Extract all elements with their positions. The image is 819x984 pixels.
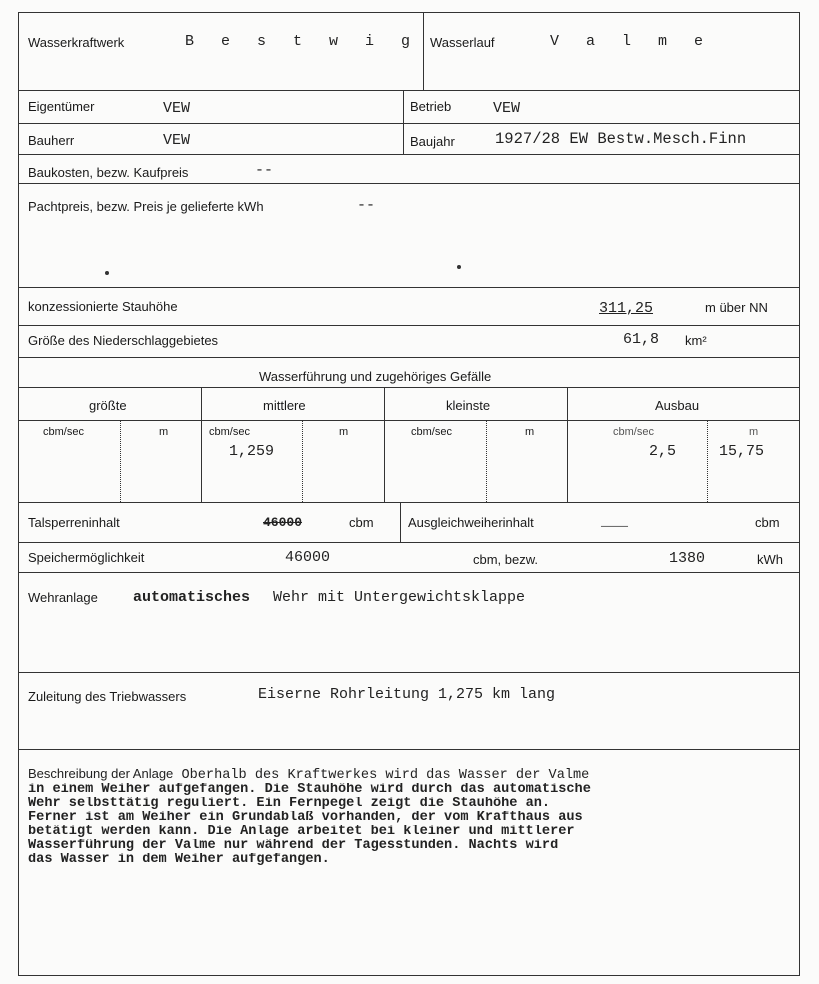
sub-m: m [159,426,169,438]
baujahr-label: Baujahr [410,134,455,149]
rule [400,502,401,542]
rule [19,123,799,124]
niederschlag-value: 61,8 [623,331,660,348]
sub-m: m [339,426,349,438]
beschreibung-line: Wehr selbsttätig reguliert. Ein Fernpegel zeigt die Stauhöhe an. [28,797,551,811]
rule [19,357,799,358]
group-groesste: größte [89,398,127,413]
data-sheet [18,12,800,976]
sub-m: m [749,426,759,438]
niederschlag-unit: km² [685,333,707,348]
speichermoeglichkeit-unit: cbm, bezw. [473,552,539,567]
rule [19,502,799,503]
sub-cbm: cbm/sec [209,426,250,438]
ausgleich-unit: cbm [755,515,780,530]
speichermoeglichkeit-value: 46000 [285,549,331,566]
zuleitung-label: Zuleitung des Triebwassers [28,689,187,704]
beschreibung-line: das Wasser in dem Weiher aufgefangen. [28,853,330,867]
rule [19,325,799,326]
rule [19,287,799,288]
ausgleich-label: Ausgleichweiherinhalt [408,515,534,530]
group-kleinste: kleinste [446,398,491,413]
rule [19,542,799,543]
wehranlage-label: Wehranlage [28,590,98,605]
rule [19,90,799,91]
beschreibung-line: betätigt werden kann. Die Anlage arbeitet bei kleiner und mittlerer [28,825,575,839]
rule [19,672,799,673]
kwh-unit: kWh [757,552,783,567]
kwh-value: 1380 [669,550,706,567]
sub-cbm: cbm/sec [411,426,452,438]
bauherr-label: Bauherr [28,133,75,148]
speck [457,265,461,269]
stauhoehe-unit: m über NN [705,300,768,315]
eigentuemer-label: Eigentümer [28,99,95,114]
rule [423,13,424,90]
ausbau-m-value: 15,75 [719,443,765,460]
beschreibung-block [28,767,798,867]
rule [707,420,708,502]
niederschlag-label: Größe des Niederschlaggebietes [28,333,219,348]
group-mittlere: mittlere [263,398,306,413]
beschreibung-line: Oberhalb des Kraftwerkes wird das Wasser der Valme [181,768,590,783]
kraftwerk-label: Wasserkraftwerk [28,35,125,50]
rule [486,420,487,502]
pachtpreis-label: Pachtpreis, bezw. Preis je gelieferte kWh [28,199,264,214]
ausbau-cbm-value: 2,5 [649,443,677,460]
zuleitung-value: Eiserne Rohrleitung 1,275 km lang [258,686,556,703]
sub-m: m [525,426,535,438]
baukosten-label: Baukosten, bezw. Kaufpreis [28,165,189,180]
wehranlage-value-bold: automatisches [133,589,251,606]
baujahr-value: 1927/28 EW Bestw.Mesch.Finn [495,130,747,148]
rule [19,420,799,421]
mittlere-cbm-value: 1,259 [229,443,275,460]
wehranlage-value: Wehr mit Untergewichtsklappe [273,589,526,606]
sub-cbm: cbm/sec [43,426,84,438]
beschreibung-line: Ferner ist am Weiher ein Grundablaß vorhanden, der vom Krafthaus aus [28,811,583,825]
kraftwerk-value: B e s t w i g [185,33,420,50]
rule [19,387,799,388]
rule [120,420,121,502]
eigentuemer-value: VEW [163,100,191,117]
talsperre-value: 46000 [263,515,303,530]
beschreibung-line: in einem Weiher aufgefangen. Die Stauhöhe wird durch das automatische [28,783,591,797]
wasserlauf-label: Wasserlauf [430,35,495,50]
rule [384,387,385,502]
rule [19,572,799,573]
rule [302,420,303,502]
talsperre-label: Talsperreninhalt [28,515,120,530]
wasserfuehrung-title: Wasserführung und zugehöriges Gefälle [259,369,492,384]
rule [19,183,799,184]
talsperre-unit: cbm [349,515,374,530]
speichermoeglichkeit-label: Speichermöglichkeit [28,550,145,565]
rule [19,749,799,750]
stauhoehe-label: konzessionierte Stauhöhe [28,299,178,314]
beschreibung-label: Beschreibung der Anlage [28,767,174,781]
betrieb-label: Betrieb [410,99,452,114]
group-ausbau: Ausbau [655,398,700,413]
beschreibung-line: Wasserführung der Valme nur während der Tagesstunden. Nachts wird [28,839,559,853]
wasserlauf-value: V a l m e [550,33,713,50]
ausgleich-value: ___ [601,513,629,530]
baukosten-value: -- [255,162,274,179]
rule [403,90,404,154]
bauherr-value: VEW [163,132,191,149]
rule [201,387,202,502]
stauhoehe-value: 311,25 [599,300,654,317]
betrieb-value: VEW [493,100,521,117]
pachtpreis-value: -- [357,197,376,214]
rule [567,387,568,502]
rule [19,154,799,155]
sub-cbm: cbm/sec [613,426,654,438]
speck [105,271,109,275]
